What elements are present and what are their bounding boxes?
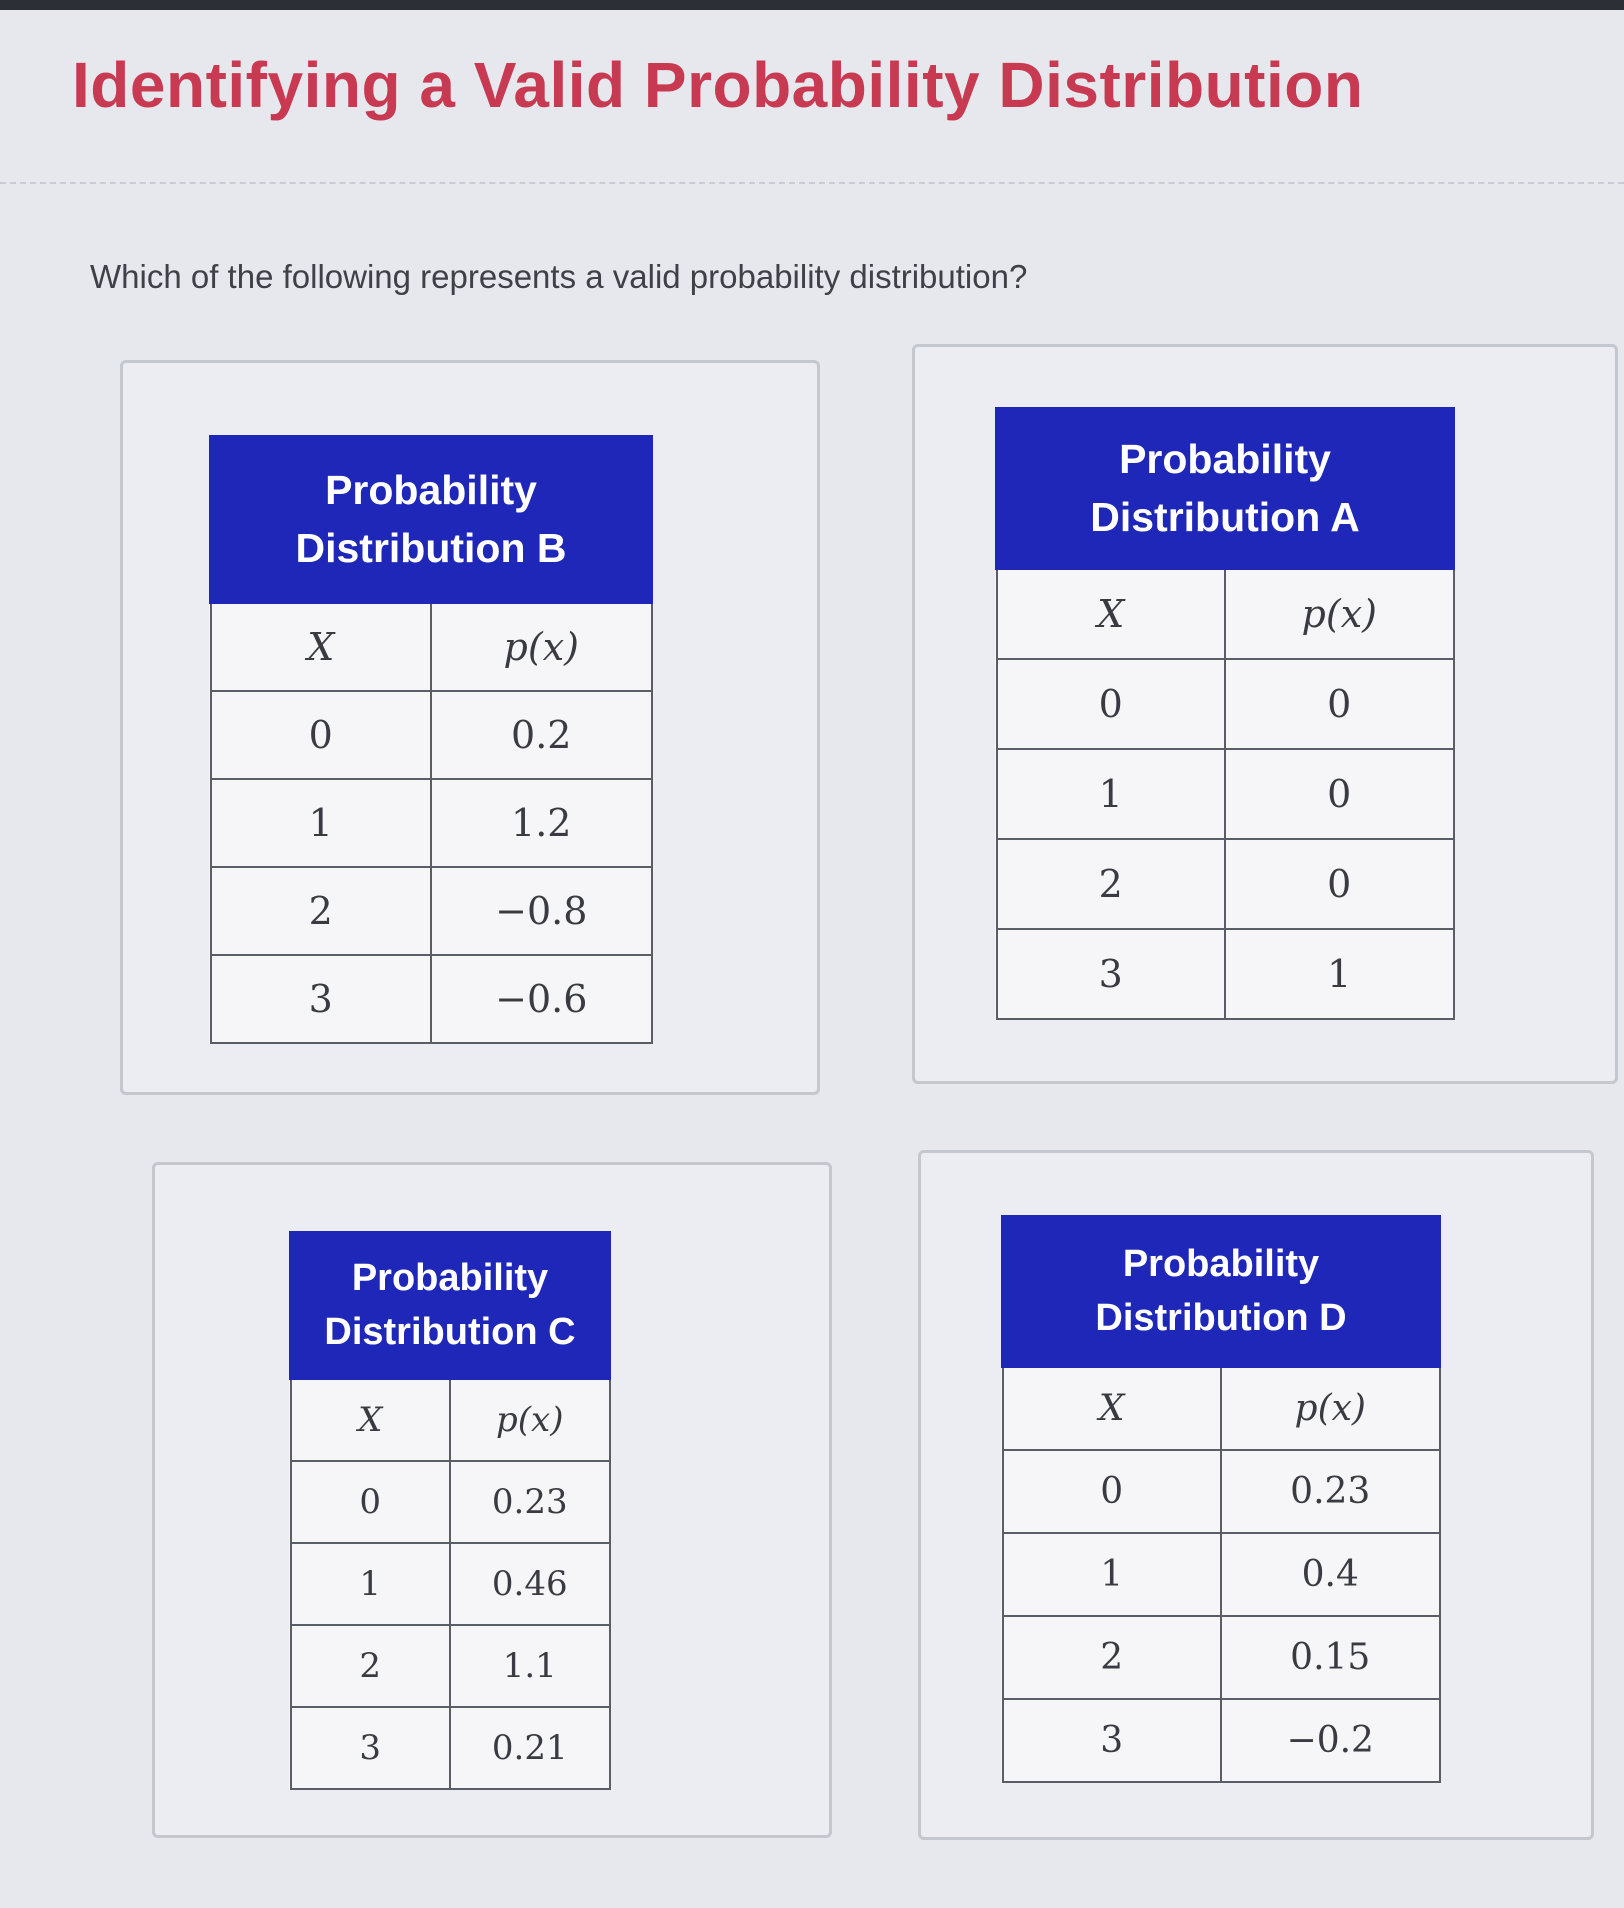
distribution-d-caption bbox=[1003, 1217, 1440, 1367]
caption-line-2: Distribution C bbox=[324, 1310, 576, 1353]
browser-top-bar bbox=[0, 0, 1624, 10]
page-title: Identifying a Valid Probability Distribution bbox=[72, 49, 1364, 121]
table-row bbox=[211, 867, 652, 955]
answer-option-distribution-b[interactable] bbox=[120, 360, 820, 1095]
table-row bbox=[997, 929, 1454, 1019]
caption-line-1: Probability bbox=[1122, 1243, 1320, 1286]
probability-value: 0.46 bbox=[450, 1543, 610, 1625]
probability-value: 0.15 bbox=[1221, 1616, 1440, 1699]
table-row bbox=[1003, 1616, 1440, 1699]
column-header-x: X bbox=[291, 1379, 451, 1461]
table-row bbox=[1003, 1533, 1440, 1616]
x-value: 0 bbox=[211, 691, 432, 779]
caption-line-2: Distribution D bbox=[1095, 1296, 1347, 1339]
table-row bbox=[291, 1625, 610, 1707]
caption-line-2: Distribution B bbox=[295, 524, 567, 571]
column-header-x: X bbox=[211, 603, 432, 691]
column-header-x: X bbox=[997, 569, 1226, 659]
distribution-b-caption bbox=[211, 437, 652, 603]
table-row bbox=[997, 749, 1454, 839]
question-prompt: Which of the following represents a valid probability distribution? bbox=[90, 258, 1028, 295]
caption-line-1: Probability bbox=[351, 1257, 549, 1300]
probability-value: 0.21 bbox=[450, 1707, 610, 1789]
x-value: 2 bbox=[211, 867, 432, 955]
x-value: 0 bbox=[291, 1461, 451, 1543]
probability-value: −0.8 bbox=[431, 867, 652, 955]
x-value: 3 bbox=[291, 1707, 451, 1789]
answer-option-distribution-c[interactable] bbox=[152, 1162, 832, 1838]
table-row bbox=[291, 1707, 610, 1789]
probability-value: 1.2 bbox=[431, 779, 652, 867]
distribution-d-table bbox=[1001, 1215, 1441, 1783]
answer-option-distribution-d[interactable] bbox=[918, 1150, 1594, 1840]
x-value: 3 bbox=[997, 929, 1226, 1019]
caption-line-2: Distribution A bbox=[1090, 493, 1360, 540]
table-row bbox=[291, 1543, 610, 1625]
x-value: 2 bbox=[997, 839, 1226, 929]
column-header-px: p(x) bbox=[431, 603, 652, 691]
x-value: 2 bbox=[291, 1625, 451, 1707]
x-value: 3 bbox=[211, 955, 432, 1043]
caption-line-1: Probability bbox=[325, 467, 537, 514]
table-row bbox=[1003, 1699, 1440, 1782]
probability-value: 0.23 bbox=[1221, 1450, 1440, 1533]
table-row bbox=[211, 779, 652, 867]
probability-value: 0 bbox=[1225, 659, 1454, 749]
x-value: 1 bbox=[997, 749, 1226, 839]
distribution-a-caption bbox=[997, 409, 1454, 569]
probability-value: 0.2 bbox=[431, 691, 652, 779]
column-header-px: p(x) bbox=[1221, 1367, 1440, 1450]
column-header-px: p(x) bbox=[450, 1379, 610, 1461]
table-row bbox=[997, 839, 1454, 929]
probability-value: 0 bbox=[1225, 839, 1454, 929]
table-row bbox=[1003, 1450, 1440, 1533]
answer-option-distribution-a[interactable] bbox=[912, 344, 1618, 1084]
distribution-b-table bbox=[209, 435, 653, 1044]
distribution-a-table bbox=[995, 407, 1455, 1020]
x-value: 1 bbox=[211, 779, 432, 867]
x-value: 0 bbox=[1003, 1450, 1222, 1533]
column-header-x: X bbox=[1003, 1367, 1222, 1450]
probability-value: 1.1 bbox=[450, 1625, 610, 1707]
distribution-c-caption bbox=[291, 1233, 610, 1379]
probability-value: 0 bbox=[1225, 749, 1454, 839]
table-row bbox=[997, 659, 1454, 749]
x-value: 3 bbox=[1003, 1699, 1222, 1782]
probability-value: 0.4 bbox=[1221, 1533, 1440, 1616]
table-row bbox=[291, 1461, 610, 1543]
caption-line-1: Probability bbox=[1119, 436, 1331, 483]
x-value: 1 bbox=[1003, 1533, 1222, 1616]
table-row bbox=[211, 691, 652, 779]
x-value: 1 bbox=[291, 1543, 451, 1625]
probability-value: −0.2 bbox=[1221, 1699, 1440, 1782]
probability-value: 0.23 bbox=[450, 1461, 610, 1543]
x-value: 2 bbox=[1003, 1616, 1222, 1699]
x-value: 0 bbox=[997, 659, 1226, 749]
title-divider bbox=[0, 182, 1624, 184]
probability-value: 1 bbox=[1225, 929, 1454, 1019]
column-header-px: p(x) bbox=[1225, 569, 1454, 659]
probability-value: −0.6 bbox=[431, 955, 652, 1043]
table-row bbox=[211, 955, 652, 1043]
distribution-c-table bbox=[289, 1231, 611, 1790]
